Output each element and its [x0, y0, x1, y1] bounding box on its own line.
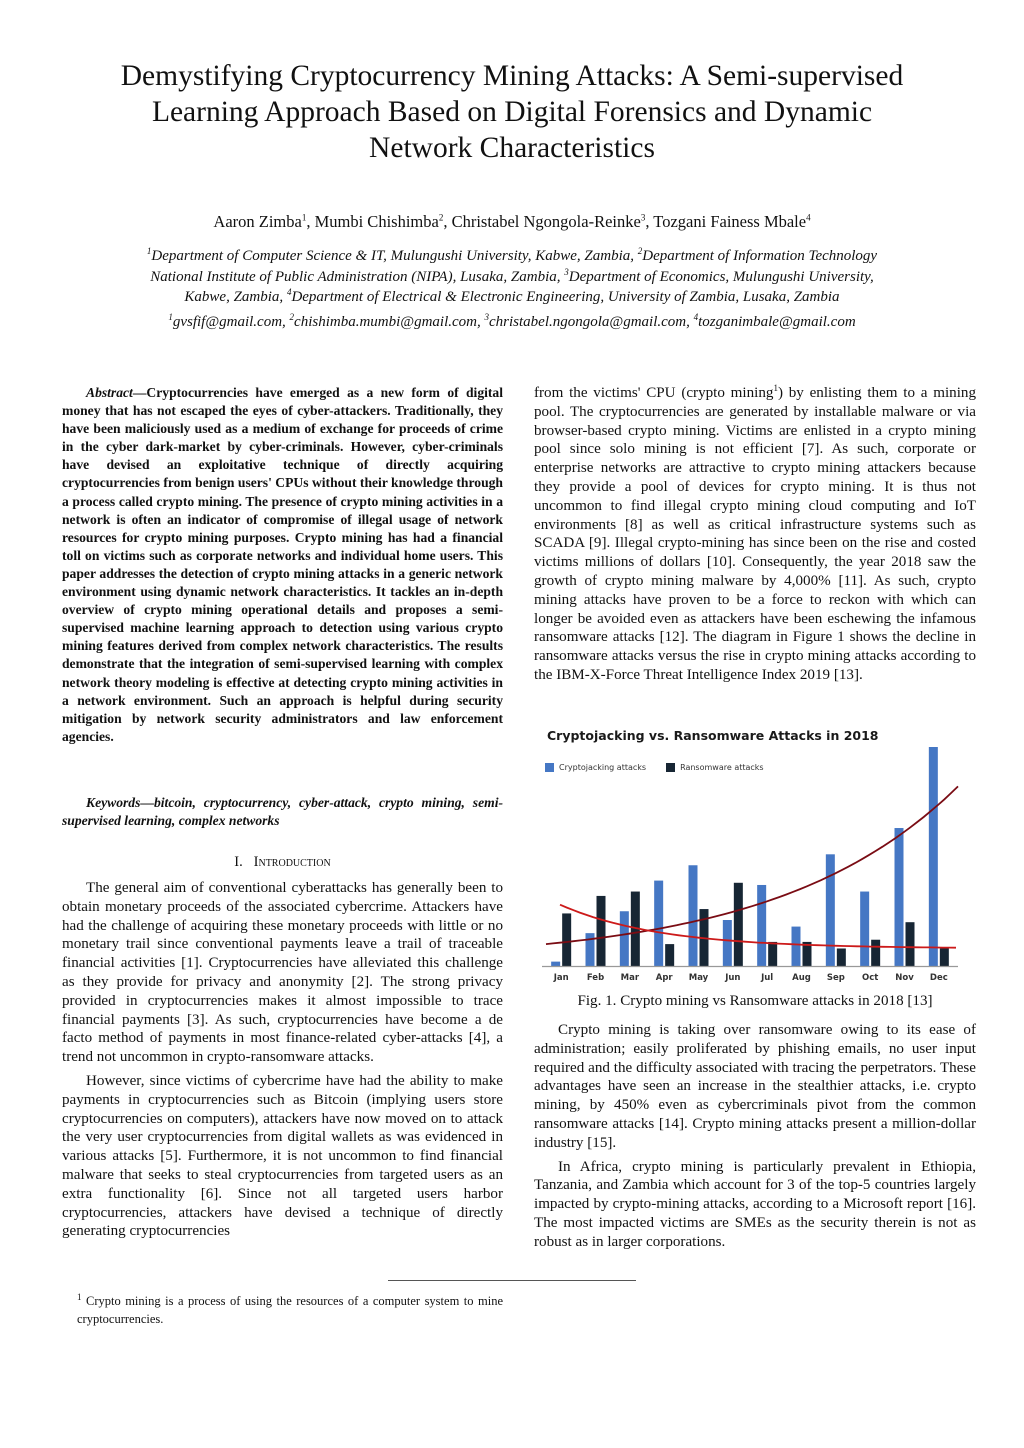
x-tick-label: Feb [586, 973, 605, 983]
abstract-text: —Cryptocurrencies have emerged as a new form of digital money that has not escaped the eyes of cyber-attackers. Traditionally, they have been maliciously used as a medium of exchange for proceeds of crime in the cyber dark-market by cyber-criminals. However, cyber-criminals have devised an exploitative technique of directly acquiring cryptocurrencies from benign users' CPUs without their knowledge through a process called crypto mining. The presence of crypto mining activities in a network is often an indicator of compromise of illegal usage of network resources for crypto mining purposes. Crypto mining has had a financial toll on victims such as corporate networks and individual home users. This paper addresses the detection of crypto mining attacks in a generic network environment using dynamic network characteristics. It tackles an in-depth overview of crypto mining operational details and proposes a semi-supervised machine learning approach to detection using various crypto mining features derived from complex network characteristics. The results demonstrate that the integration of semi-supervised learning with complex network theory modeling is effective at detecting crypto mining activities in a network environment. Such an approach is helpful during security mitigation by network security administrators and law enforcement agencies. [62, 385, 503, 744]
affiliation-line [60, 267, 964, 288]
x-tick-label: Jun [725, 973, 741, 983]
affil-sup: 3 [564, 266, 569, 277]
figure-caption: Fig. 1. Crypto mining vs Ransomware attacks in 2018 [13] [577, 993, 933, 1009]
paragraph-text: from the victims' CPU (crypto mining [534, 385, 774, 401]
email-list [60, 314, 964, 331]
section-number: I. [234, 854, 243, 870]
affiliations [60, 246, 964, 308]
bar-ransomware [906, 922, 915, 966]
affiliation-line [60, 287, 964, 308]
email-sup: 4 [693, 312, 699, 322]
chart-title: Cryptojacking vs. Ransomware Attacks in 2018 [547, 728, 879, 743]
bar-cryptojacking [551, 962, 560, 966]
paragraph: The general aim of conventional cyberattacks has generally been to obtain monetary proceeds of the associated cybercrime. Attackers have had the challenge of acquiring these monetary proceeds with little or no monetary trail since conventional payments leave a trail of traceable financial activities [1]. Cryptocurrencies have alleviated this challenge as they provide for privacy and anonymity [2]. The strong privacy provided in cryptocurrencies makes it almost impossible to trace financial payments [3]. As such, cryptocurrencies have become a de facto method of payments in most finance-related cyber-attacks [4], a trend not uncommon in crypto-ransomware attacks. [62, 880, 503, 1066]
bar-ransomware [871, 940, 880, 966]
keywords [62, 794, 503, 830]
footnote-ref[interactable]: 1 [773, 382, 778, 393]
bar-cryptojacking [757, 885, 766, 966]
section-title: Introduction [253, 854, 331, 870]
email-address[interactable]: christabel.ngongola@gmail.com, [489, 314, 694, 330]
x-tick-label: Jan [553, 973, 569, 983]
bar-ransomware [837, 948, 846, 966]
email-sup: 1 [168, 312, 173, 322]
author-name: Tozgani Fainess Mbale [653, 212, 807, 231]
affil-text: National Institute of Public Administration (NIPA), Lusaka, Zambia, [150, 268, 565, 285]
affil-text: Department of Computer Science & IT, Mulungushi University, Kabwe, Zambia, [151, 248, 638, 264]
author-sup: 3 [640, 212, 646, 223]
title-line: Learning Approach Based on Digital Forensics and Dynamic [151, 96, 873, 128]
abstract-label: Abstract [86, 385, 133, 400]
paragraph: In Africa, crypto mining is particularly prevalent in Ethiopia, Tanzania, and Zambia which account for 3 of the top-5 countries largely impacted by crypto-mining attacks, according to a Microsoft report [16]. The most impacted victims are SMEs as the security therein is not as robust as in larger corporations. [534, 1158, 976, 1250]
x-tick-label: Dec [929, 973, 948, 983]
x-tick-label: May [688, 973, 709, 983]
keywords-text: —bitcoin, cryptocurrency, cyber-attack, crypto mining, semi-supervised learning, complex networks [62, 795, 503, 829]
email-address[interactable]: tozganimbale@gmail.com [698, 314, 856, 330]
email-sup: 3 [484, 312, 489, 322]
affil-text: Kabwe, Zambia, [184, 289, 287, 305]
affil-sup: 1 [146, 246, 152, 256]
right-column-body-2 [534, 1021, 976, 1257]
keywords-paragraph [62, 794, 503, 830]
footnote-number: 1 [77, 1291, 82, 1302]
bar-ransomware [562, 913, 571, 966]
x-tick-label: Oct [862, 973, 879, 983]
affiliation-line [60, 246, 964, 267]
bar-cryptojacking [654, 881, 663, 966]
keywords-label: Keywords [86, 795, 141, 810]
email-address[interactable]: chishimba.mumbi@gmail.com, [294, 314, 485, 330]
bar-cryptojacking [723, 920, 732, 966]
email-sup: 2 [289, 312, 295, 322]
abstract-paragraph [62, 384, 503, 746]
legend-label: Ransomware attacks [680, 763, 764, 772]
title-line: Network Characteristics [369, 132, 655, 164]
author-sup: 4 [806, 212, 811, 223]
affil-text: Department of Information Technology [642, 248, 878, 264]
footnote-text: Crypto mining is a process of using the resources of a computer system to mine cryptocurrencies. [77, 1294, 503, 1326]
x-tick-label: Apr [655, 973, 673, 983]
x-tick-label: Mar [620, 973, 640, 983]
paper-title [60, 58, 964, 166]
figure-1 [540, 726, 980, 988]
bar-ransomware [940, 948, 949, 966]
affil-text: Department of Electrical & Electronic Engineering, University of Zambia, Lusaka, Zambia [291, 289, 840, 305]
abstract [62, 384, 503, 746]
title-line: Demystifying Cryptocurrency Mining Attacks: A Semi-supervised [120, 60, 904, 92]
footnote [77, 1292, 503, 1328]
affil-text: Department of Economics, Mulungushi University, [568, 268, 874, 285]
paragraph [534, 384, 976, 685]
bar-cryptojacking [689, 865, 698, 966]
bar-cryptojacking [620, 911, 629, 966]
bar-ransomware [768, 942, 777, 966]
legend-label: Cryptojacking attacks [559, 763, 647, 772]
author-sup: 1 [301, 212, 307, 223]
bar-ransomware [734, 883, 743, 966]
bar-chart [540, 726, 980, 988]
author-name: Mumbi Chishimba [314, 212, 439, 231]
bar-ransomware [665, 944, 674, 966]
x-tick-label: Aug [792, 973, 811, 983]
author-name: Christabel Ngongola-Reinke [451, 212, 641, 231]
x-tick-label: Jul [761, 973, 774, 983]
paragraph: Crypto mining is taking over ransomware owing to its ease of administration; easily proliferated by phishing emails, no user input required and the difficulty associated with tracing the perpetrators. These advantages have seen an increase in the stealthier attacks, i.e. crypto mining, by 450% even as cybercriminals pivot from the common ransomware attacks [14]. Crypto mining attacks present a million-dollar industry [15]. [534, 1022, 976, 1151]
bar-cryptojacking [929, 747, 938, 966]
bar-cryptojacking [826, 854, 835, 966]
x-tick-label: Nov [895, 973, 914, 983]
introduction-body [62, 879, 503, 1246]
paragraph-text: ) by enlisting them to a mining pool. The cryptocurrencies are generated by installable malware or via browser-based crypto mining. Victims are enlisted in a crypto mining pool since solo mining is not efficient [7]. As such, corporate or enterprise networks are attractive to crypto mining attackers because they provide a pool of devices for crypto mining. It is thus not uncommon to find illegal crypto mining cloud computing and IoT environments [8] as well as critical infrastructure systems such as SCADA [9]. Illegal crypto-mining has since been on the rise and costed victims millions of dollars [10]. Consequently, the year 2018 saw the growth of crypto mining malware by 4,000% [11]. As such, crypto mining attacks have proven to be a force to reckon with which can longer be avoided even as attackers have been eschewing the infamous ransomware attacks [12]. The diagram in Figure 1 shows the decline in ransomware attacks versus the rise in crypto mining attacks according to the IBM-X-Force Threat Intelligence Index 2019 [13]. [534, 385, 976, 683]
bar-cryptojacking [860, 892, 869, 966]
author-name: Aaron Zimba [213, 212, 302, 231]
bar-cryptojacking [792, 927, 801, 966]
affil-sup: 2 [637, 246, 643, 256]
right-column-body [534, 384, 976, 685]
author-sup: 2 [438, 212, 444, 223]
bar-ransomware [597, 896, 606, 966]
bar-cryptojacking [895, 828, 904, 966]
paragraph: However, since victims of cybercrime have had the ability to make payments in cryptocurrencies such as Bitcoin (implying users store cryptocurrencies on computers), attackers have now moved on to attack the very user cryptocurrencies from digital wallets as was evidenced in various attacks [5]. Furthermore, it is not uncommon to find financial malware that seeks to steal cryptocurrencies from targeted users as an extra functionality [6]. Since not all targeted users harbor cryptocurrencies, attackers have devised a technique of directly generating cryptocurrencies [62, 1072, 503, 1240]
x-tick-label: Sep [826, 973, 845, 983]
section-heading [62, 854, 503, 871]
author-list: Aaron Zimba$^1$, Mumbi Chishimba$^2$, Christabel Ngongola-Reinke$^3$, Tozgani Fainess Mbale$^4$ [213, 212, 811, 231]
footnote-divider [388, 1280, 636, 1281]
affil-sup: 4 [286, 287, 292, 297]
email-address[interactable]: gvsfif@gmail.com, [172, 314, 290, 330]
